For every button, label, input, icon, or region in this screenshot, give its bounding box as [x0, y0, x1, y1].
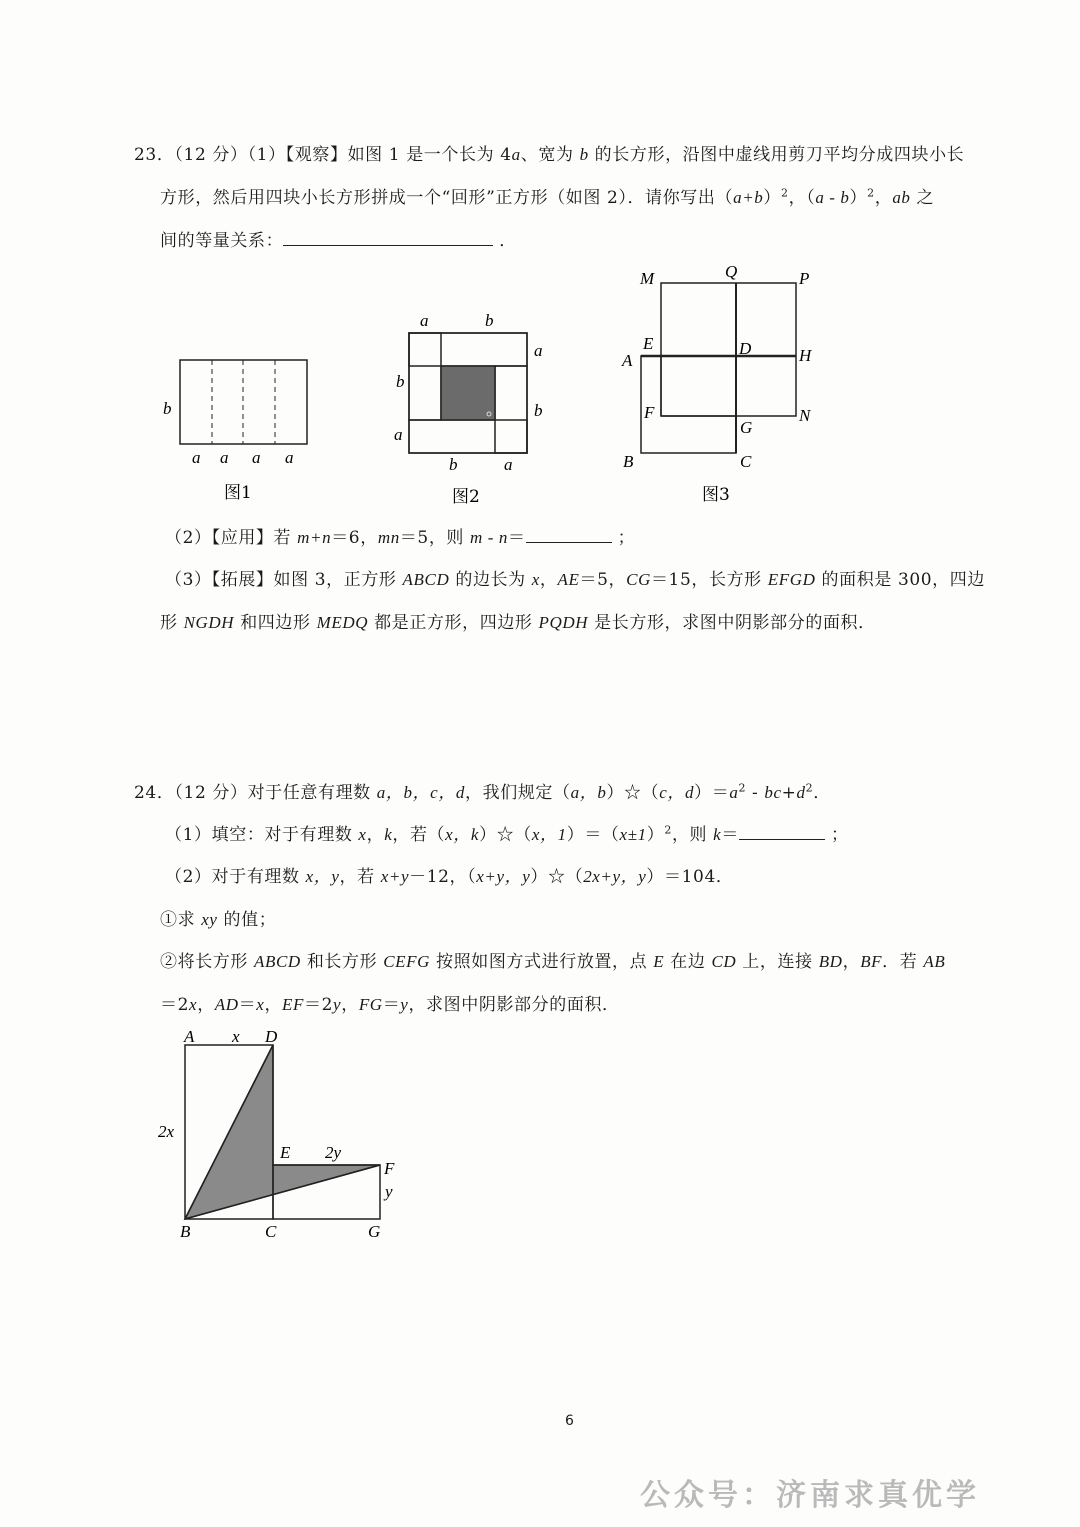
svg-text:H: H: [799, 346, 812, 365]
svg-text:E: E: [643, 334, 654, 353]
svg-text:a: a: [504, 455, 513, 474]
q24-sub1: ①求 xy 的值；: [160, 910, 277, 930]
svg-text:B: B: [623, 452, 634, 471]
q23-line1: 23．（12 分）（1）【观察】如图 1 是一个长为 4a、宽为 b 的长方形，沿图中虚线用剪刀平均分成四块小长: [134, 145, 965, 165]
watermark: 公众号：济南求真优学: [640, 1478, 980, 1513]
answer-blank-2[interactable]: [526, 526, 612, 543]
svg-text:b: b: [396, 372, 405, 391]
figure-4: [158, 1027, 395, 1241]
svg-text:D: D: [265, 1027, 278, 1046]
q24-part1: （1）填空：对于有理数 x，k，若（x，k）☆（x，$1)=(x\pm 1)^2$，则 k＝ ；: [165, 823, 849, 845]
svg-text:D: D: [739, 339, 752, 358]
fig2-shaded-square: [441, 366, 495, 420]
svg-text:b: b: [534, 401, 543, 420]
svg-text:a: a: [420, 311, 429, 330]
q24-sub2-line2: ＝2x，AD＝x，EF＝2y，FG＝y，求图中阴影部分的面积．: [160, 995, 620, 1015]
svg-text:y: y: [385, 1182, 393, 1201]
svg-text:C: C: [740, 452, 752, 471]
fig3-caption: 图3: [702, 485, 730, 505]
svg-text:N: N: [799, 406, 811, 425]
svg-text:B: B: [180, 1222, 191, 1241]
figure-2: [394, 311, 543, 507]
svg-text:2y: 2y: [325, 1143, 342, 1162]
svg-text:b: b: [449, 455, 458, 474]
q24-line1: 24．（12 分）对于任意有理数 a，b，c，d，我们规定（a，b）☆（c，$d)=a^2 - bc+d^2$．: [134, 781, 831, 803]
q23-part2: （2）【应用】若 m+n＝6，mn＝5，则 m - n＝ ；: [165, 528, 636, 548]
fig2-caption: 图2: [452, 487, 480, 507]
figure-1: [163, 360, 307, 503]
svg-text:a: a: [394, 425, 403, 444]
fig1-label-a2: a: [220, 448, 229, 467]
fig1-label-a1: a: [192, 448, 201, 467]
fig1-caption: 图1: [224, 483, 252, 503]
q23-line3: 间的等量关系： ．: [160, 231, 517, 251]
fig1-label-b: b: [163, 399, 172, 418]
page-number: 6: [565, 1413, 574, 1429]
svg-text:x: x: [232, 1027, 240, 1046]
q24-sub2: ②将长方形 ABCD 和长方形 CEFG 按照如图方式进行放置，点 E 在边 CD 上，连接 BD，BF．若 AB: [160, 952, 946, 972]
q24-part2: （2）对于有理数 x，y，若 x+y－12，（x+y，y）☆（2x+y，y）＝104．: [165, 867, 734, 887]
svg-text:G: G: [368, 1222, 381, 1241]
svg-text:a: a: [534, 341, 543, 360]
svg-text:C: C: [265, 1222, 277, 1241]
svg-text:2x: 2x: [158, 1122, 175, 1141]
svg-text:M: M: [640, 269, 655, 288]
q23-part3: （3）【拓展】如图 3，正方形 ABCD 的边长为 x，AE＝5，CG＝15，长方形 EFGD 的面积是 300，四边: [165, 570, 985, 590]
fig1-label-a3: a: [252, 448, 261, 467]
svg-text:A: A: [622, 351, 633, 370]
svg-text:b: b: [485, 311, 494, 330]
fig1-label-a4: a: [285, 448, 294, 467]
answer-blank-3[interactable]: [739, 823, 825, 840]
figure-3: [621, 262, 813, 505]
q23-line2: 方形，然后用四块小长方形拼成一个“回形”正方形（如图 2）．请你写出$(a+b)^2$，（a - b）$^2$，ab 之: [160, 186, 935, 208]
svg-text:A: A: [184, 1027, 195, 1046]
fig4-shaded-region: [185, 1045, 380, 1219]
svg-text:G: G: [740, 418, 753, 437]
svg-text:Q: Q: [725, 262, 738, 281]
svg-text:F: F: [384, 1159, 395, 1178]
svg-text:F: F: [644, 403, 655, 422]
q23-part3-line2: 形 NGDH 和四边形 MEDQ 都是正方形，四边形 PQDH 是长方形，求图中阴影部分的面积．: [160, 613, 876, 633]
svg-text:P: P: [799, 269, 810, 288]
svg-text:E: E: [280, 1143, 291, 1162]
